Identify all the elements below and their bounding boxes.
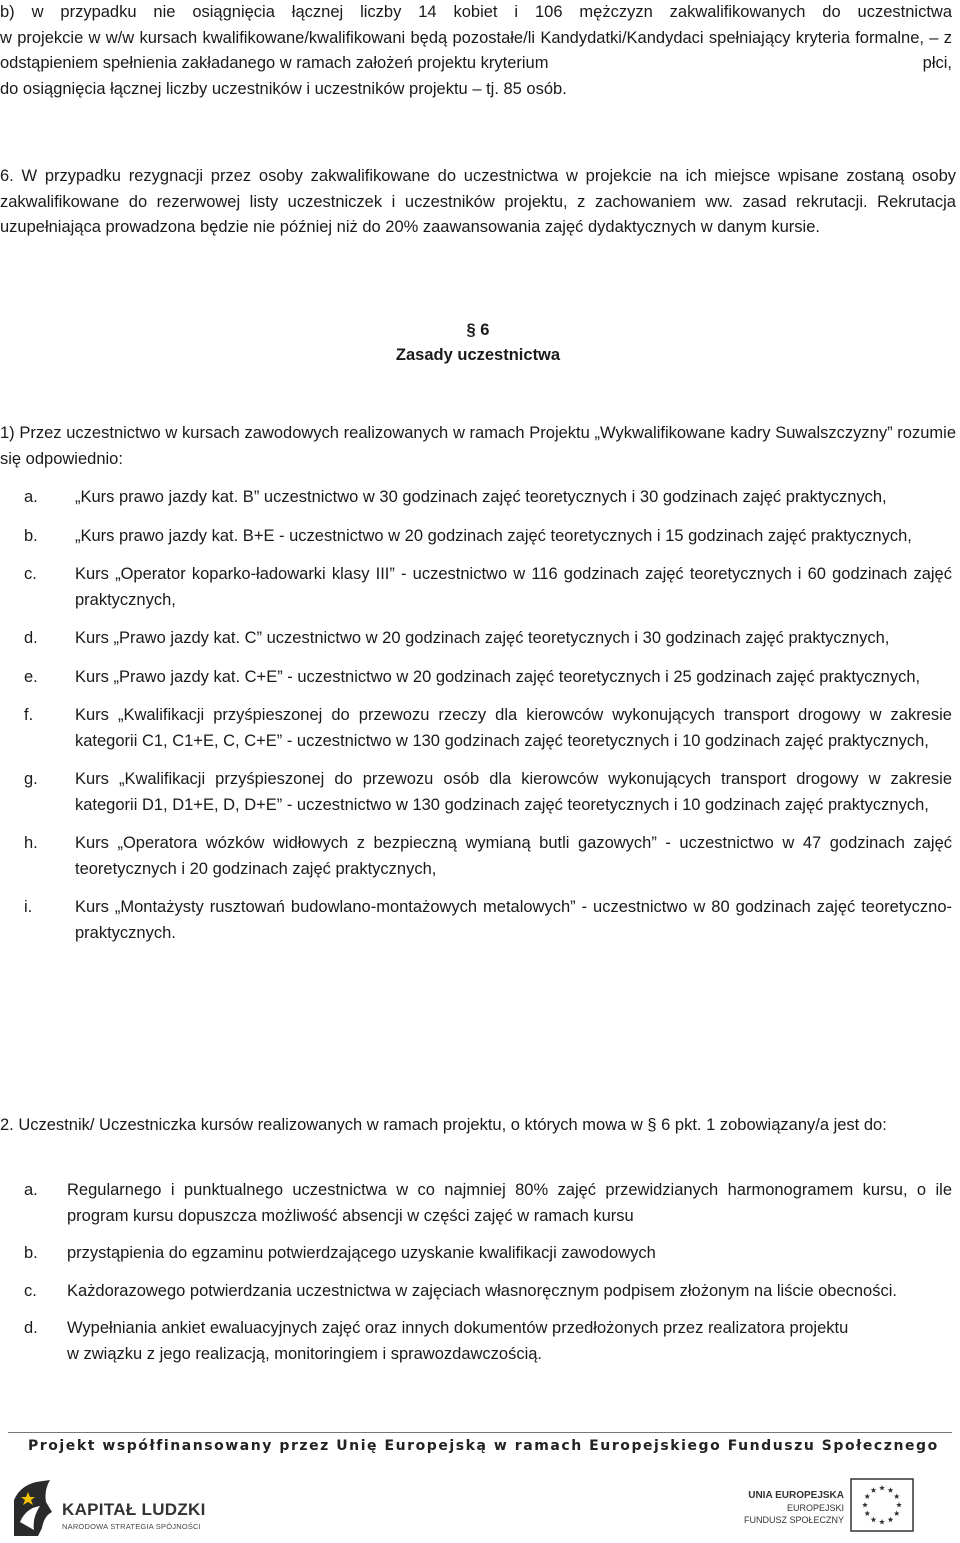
eu-fund-label-2: FUNDUSZ SPOŁECZNY [743,1515,844,1525]
list-marker: i. [24,898,33,916]
list-item [24,626,956,652]
cofinancing-note: Projekt współfinansowany przez Unię Europejską w ramach Europejskiego Funduszu Społecznego [28,1438,939,1454]
footer-divider [8,1432,952,1433]
list-item [24,895,956,946]
list-marker: b. [24,1244,38,1262]
list-item-text: Kurs „Operatora wózków widłowych z bezpieczną wymianą butli gazowych” - uczestnictwo w 47 godzinach zajęć teoretycznych i 20 godzinach zajęć praktycznych, [75,834,952,878]
section-title: Zasady uczestnictwa [395,346,561,364]
paragraph-b-gender: płci, [922,54,952,72]
eu-text-block [744,1490,844,1526]
list-item-text: Kurs „Prawo jazdy kat. C+E” - uczestnictwo w 20 godzinach zajęć teoretycznych i 25 godzinach zajęć praktycznych, [75,667,921,686]
point1-intro: 1) Przez uczestnictwo w kursach zawodowych realizowanych w ramach Projektu „Wykwalifikowane kadry Suwalszczyzny” rozumie się odpowiednio: [0,424,956,468]
list-item-text: Kurs „Kwalifikacji przyśpieszonej do przewozu rzeczy dla kierowców wykonujących transport drogowy w zakresie kategorii C1, C1+E, C, C+E” - uczestnictwo w 130 godzinach zajęć teoretycznych i 10 godzinach zajęć praktycznych, [75,706,952,750]
list-marker: f. [24,706,34,724]
list-item [24,524,956,550]
eu-flag-icon [850,1478,914,1532]
list-item-text: w związku z jego realizacją, monitoringiem i sprawozdawczością. [67,1344,543,1363]
list-item [24,485,956,511]
list-item-text: Kurs „Kwalifikacji przyśpieszonej do przewozu osób dla kierowców wykonujących transport drogowy w zakresie kategorii D1, D1+E, D, D+E” - uczestnictwo w 130 godzinach zajęć teoretycznych i 10 godzinach zajęć praktycznych, [75,770,952,814]
list-item [24,1279,956,1305]
list-item-text: Kurs „Operator koparko-ładowarki klasy III” - uczestnictwo w 116 godzinach zajęć teoretycznych i 60 godzinach zajęć praktycznych, [75,565,952,609]
list-item-text: „Kurs prawo jazdy kat. B” uczestnictwo w 30 godzinach zajęć teoretycznych i 30 godzinach zajęć praktycznych, [75,488,887,506]
list-item-text: Kurs „Prawo jazdy kat. C” uczestnictwo w 20 godzinach zajęć teoretycznych i 30 godzinach zajęć praktycznych, [75,629,890,647]
list-marker: d. [24,1319,38,1337]
list-item [24,703,956,754]
paragraph-6: 6. W przypadku rezygnacji przez osoby zakwalifikowane do uczestnictwa w projekcie na ich miejsce wpisane zostaną osoby zakwalifikowane do rezerwowej listy uczestniczek i uczestników projektu, z zachowaniem ww. zasad rekrutacji. Rekrutacja uzupełniająca prowadzona będzie nie później niż do 20% zaawansowania zajęć dydaktycznych w danym kursie. [0,167,956,236]
list-item-text: przystąpienia do egzaminu potwierdzającego uzyskanie kwalifikacji zawodowych [67,1244,656,1262]
point2-intro: 2. Uczestnik/ Uczestniczka kursów realizowanych w ramach projektu, o których mowa w § 6 pkt. 1 zobowiązany/a jest do: [0,1116,887,1134]
list-item [24,1241,956,1267]
list-item [24,665,956,691]
kapital-ludzki-title: KAPITAŁ LUDZKI [62,1500,206,1519]
list-marker: g. [24,770,38,788]
point1-list [24,485,956,946]
list-item [24,831,956,882]
eu-fund-label-1: EUROPEJSKI [786,1503,844,1513]
eu-union-label: UNIA EUROPEJSKA [748,1490,844,1501]
list-item-text: „Kurs prawo jazdy kat. B+E - uczestnictwo w 20 godzinach zajęć teoretycznych i 15 godzinach zajęć praktycznych, [75,526,912,545]
list-marker: b. [24,526,38,545]
list-item-continuation [24,1342,956,1368]
paragraph-b-line2 [0,26,956,77]
list-item-text: Każdorazowego potwierdzania uczestnictwa w zajęciach własnoręcznym podpisem złożonym na liście obecności. [67,1281,897,1300]
list-marker: h. [24,834,38,852]
list-marker: a. [24,488,38,506]
list-marker: c. [24,1281,37,1300]
paragraph-b-line1: b) w przypadku nie osiągnięcia łącznej liczby 14 kobiet i 106 mężczyzn zakwalifikowanych do uczestnictwa [0,3,952,21]
section-number: § 6 [466,321,490,339]
list-item [24,1178,956,1229]
list-item [24,562,956,613]
kapital-ludzki-subtitle: NARODOWA STRATEGIA SPÓJNOŚCI [62,1522,201,1531]
list-marker: c. [24,565,37,583]
list-marker: d. [24,629,38,647]
list-marker: e. [24,667,38,686]
section-heading [0,318,956,368]
paragraph-b-text: w projekcie w w/w kursach kwalifikowane/kwalifikowani będą pozostałe/li Kandydatki/Kandydaci spełniający kryteria formalne, – z odstąpieniem spełnienia zakładanego w ramach założeń projektu kryterium [0,28,952,72]
list-item-text: Kurs „Montażysty rusztowań budowlano-montażowych metalowych” - uczestnictwo w 80 godzinach zajęć teoretyczno-praktycznych. [75,898,952,942]
list-item-text: Wypełniania ankiet ewaluacyjnych zajęć oraz innych dokumentów przedłożonych przez realizatora projektu [67,1319,849,1337]
paragraph-b-line3: do osiągnięcia łącznej liczby uczestników i uczestników projektu – tj. 85 osób. [0,79,567,98]
paragraph-b [0,0,956,102]
list-item-text: Regularnego i punktualnego uczestnictwa w co najmniej 80% zajęć przewidzianych harmonogramem kursu, o ile program kursu dopuszcza możliwość absencji w części zajęć w ramach kursu [67,1181,952,1225]
point2-list [24,1178,956,1367]
list-item [24,767,956,818]
list-marker: a. [24,1181,38,1199]
list-item [24,1316,956,1342]
